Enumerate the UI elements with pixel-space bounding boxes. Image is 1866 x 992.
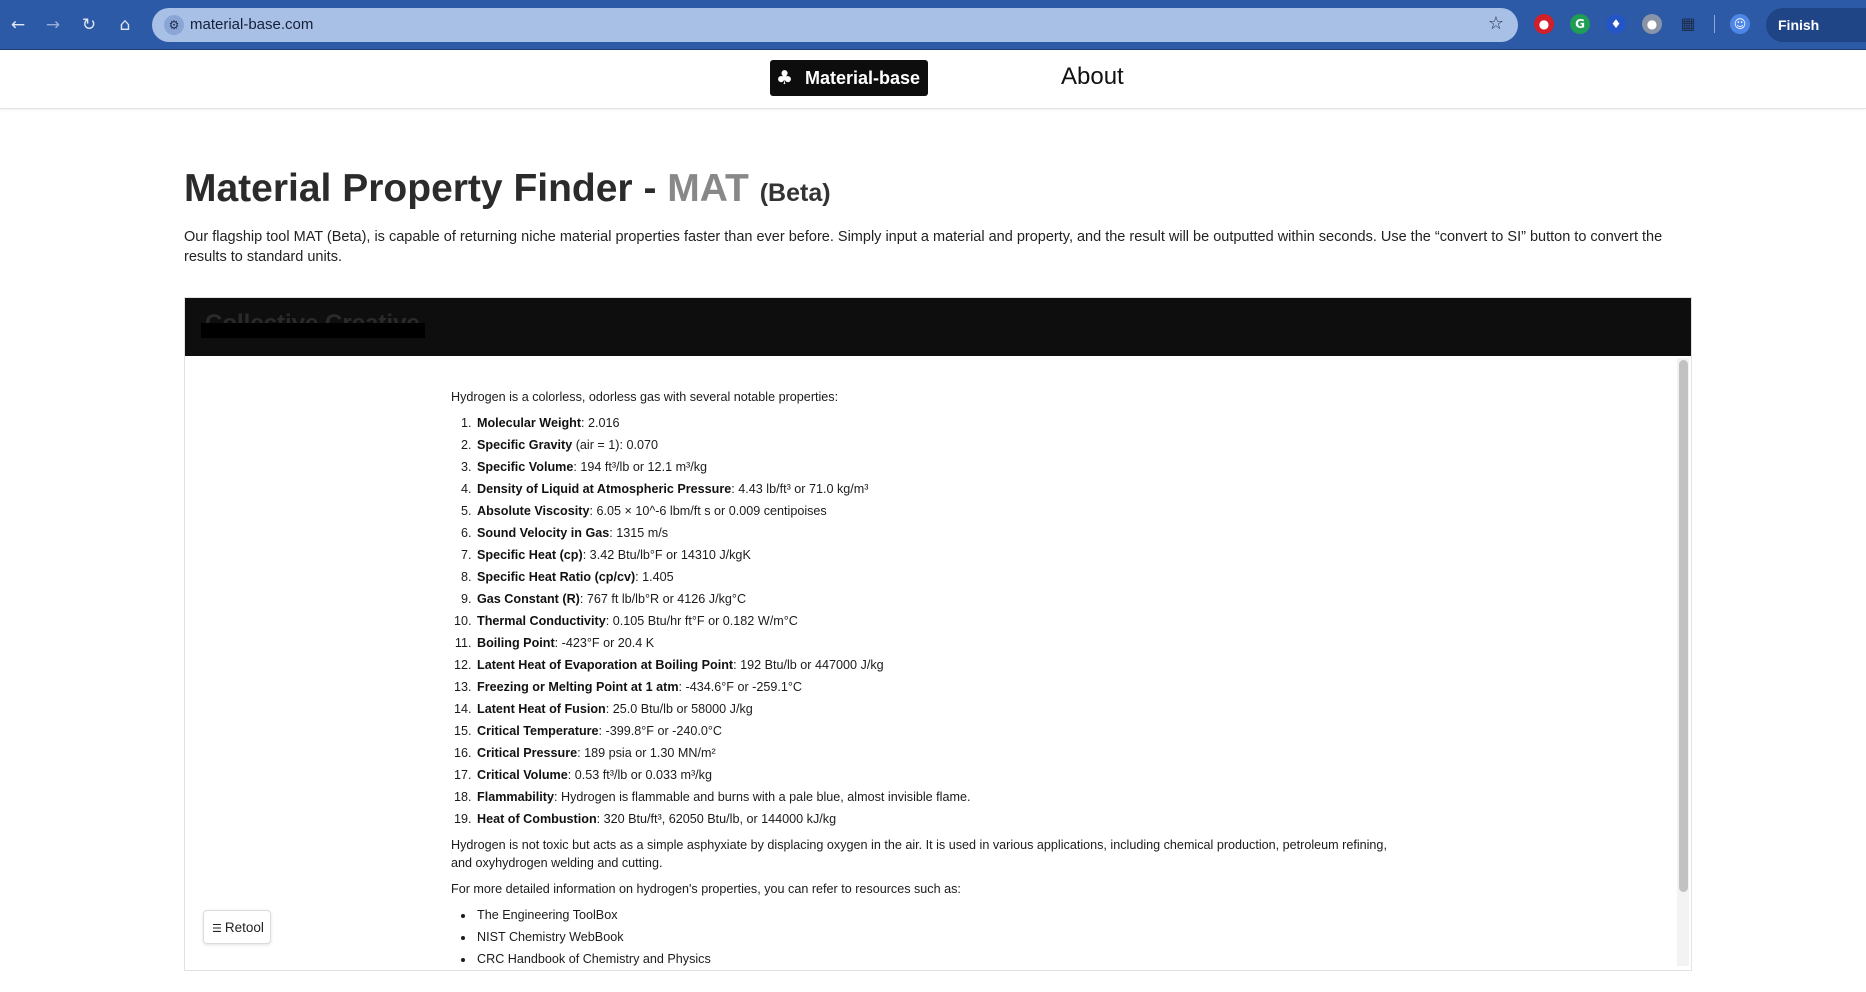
- property-value: : -434.6°F or -259.1°C: [678, 680, 803, 694]
- result-content: [451, 388, 1411, 970]
- extension-gray-icon[interactable]: ●: [1642, 14, 1662, 34]
- property-list: [451, 412, 1411, 830]
- property-item: [475, 500, 1411, 522]
- resource-item: • NIST Chemistry WebBook: [475, 926, 1411, 948]
- property-name: Specific Gravity: [477, 438, 573, 452]
- property-item: [475, 786, 1411, 808]
- property-value: : 192 Btu/lb or 447000 J/kg: [733, 658, 884, 672]
- bookmark-star-icon[interactable]: ☆: [1487, 13, 1504, 34]
- embedded-app-frame: [184, 297, 1692, 971]
- app-header-bar: [185, 298, 1691, 356]
- property-value: : Hydrogen is flammable and burns with a pale blue, almost invisible flame.: [553, 790, 971, 804]
- material-logo-icon: ♣: [776, 67, 794, 89]
- property-item: [475, 698, 1411, 720]
- property-name: Absolute Viscosity: [477, 504, 590, 518]
- toolbar-divider: [1714, 15, 1715, 33]
- property-value: : 767 ft lb/lb°R or 4126 J/kg°C: [579, 592, 747, 606]
- property-item: [475, 610, 1411, 632]
- property-item: [475, 808, 1411, 830]
- property-name: Thermal Conductivity: [477, 614, 606, 628]
- scrollbar-thumb[interactable]: [1679, 360, 1688, 892]
- extension-grammarly-icon[interactable]: G: [1570, 14, 1590, 34]
- property-item: [475, 522, 1411, 544]
- title-highlight: MAT: [667, 167, 749, 210]
- property-value: : 6.05 × 10^-6 lbm/ft s or 0.009 centipoises: [589, 504, 827, 518]
- browser-toolbar: [0, 0, 1866, 50]
- property-name: Specific Heat (cp): [477, 548, 583, 562]
- intro-paragraph: Our flagship tool MAT (Beta), is capable of returning niche material properties faster than ever before. Simply input a material and property, and the result will be outputted within seconds. Use the “convert to SI” button to convert the results to standard units.: [184, 229, 1663, 265]
- url-text[interactable]: material-base.com: [190, 16, 314, 33]
- property-name: Flammability: [477, 790, 554, 804]
- extensions-puzzle-icon[interactable]: ▦: [1680, 14, 1696, 33]
- retool-label: Retool: [224, 920, 264, 935]
- property-item: [475, 654, 1411, 676]
- property-item: [475, 544, 1411, 566]
- nav-about-link[interactable]: About: [1061, 63, 1124, 90]
- property-value: : 25.0 Btu/lb or 58000 J/kg: [605, 702, 753, 716]
- resource-item: • CRC Handbook of Chemistry and Physics: [475, 948, 1411, 970]
- logo-text: Material-base: [805, 68, 921, 88]
- forward-arrow-icon[interactable]: →: [45, 15, 61, 35]
- property-name: Latent Heat of Fusion: [477, 702, 606, 716]
- result-summary: Hydrogen is not toxic but acts as a simple asphyxiate by displacing oxygen in the air. It is used in various applications, including chemical production, petroleum refining, and oxyhydrogen welding and cutting.: [451, 838, 1387, 870]
- resource-list: [451, 904, 1411, 970]
- resources-intro: For more detailed information on hydrogen's properties, you can refer to resources such as:: [451, 882, 961, 896]
- redaction-block: [201, 323, 425, 338]
- property-name: Molecular Weight: [477, 416, 582, 430]
- property-name: Freezing or Melting Point at 1 atm: [477, 680, 679, 694]
- property-item: [475, 742, 1411, 764]
- property-value: : 2.016: [581, 416, 620, 430]
- property-name: Heat of Combustion: [477, 812, 597, 826]
- property-item: [475, 764, 1411, 786]
- property-value: : 320 Btu/ft³, 62050 Btu/lb, or 144000 kJ/kg: [596, 812, 837, 826]
- property-name: Specific Heat Ratio (cp/cv): [477, 570, 636, 584]
- property-item: [475, 478, 1411, 500]
- property-value: : 1315 m/s: [609, 526, 669, 540]
- finish-update-button[interactable]: Finish: [1766, 8, 1866, 42]
- property-name: Critical Volume: [477, 768, 568, 782]
- back-arrow-icon[interactable]: ←: [10, 15, 26, 35]
- extension-red-icon[interactable]: ●: [1534, 14, 1554, 34]
- retool-button[interactable]: [203, 910, 271, 944]
- property-item: [475, 588, 1411, 610]
- address-bar[interactable]: [152, 8, 1518, 42]
- property-value: : 1.405: [635, 570, 674, 584]
- property-name: Density of Liquid at Atmospheric Pressure: [477, 482, 732, 496]
- property-name: Sound Velocity in Gas: [477, 526, 610, 540]
- property-value: : -423°F or 20.4 K: [554, 636, 655, 650]
- property-value: : -399.8°F or -240.0°C: [598, 724, 723, 738]
- property-value: : 0.53 ft³/lb or 0.033 m³/kg: [567, 768, 712, 782]
- site-logo[interactable]: [770, 60, 928, 96]
- property-value: : 0.105 Btu/hr ft°F or 0.182 W/m°C: [605, 614, 798, 628]
- property-value: : 189 psia or 1.30 MN/m²: [577, 746, 716, 760]
- home-icon[interactable]: ⌂: [119, 15, 131, 35]
- property-value: (air = 1): 0.070: [572, 438, 658, 452]
- extension-blue-pin-icon[interactable]: ♦: [1606, 14, 1626, 34]
- property-name: Critical Pressure: [477, 746, 578, 760]
- property-item: [475, 632, 1411, 654]
- site-header: [0, 50, 1866, 109]
- property-item: [475, 720, 1411, 742]
- result-lead: Hydrogen is a colorless, odorless gas with several notable properties:: [451, 390, 839, 404]
- property-name: Critical Temperature: [477, 724, 599, 738]
- property-value: : 3.42 Btu/lb°F or 14310 J/kgK: [582, 548, 751, 562]
- property-item: [475, 676, 1411, 698]
- property-name: Latent Heat of Evaporation at Boiling Point: [477, 658, 734, 672]
- property-name: Gas Constant (R): [477, 592, 580, 606]
- property-value: : 194 ft³/lb or 12.1 m³/kg: [573, 460, 708, 474]
- title-beta-tag: (Beta): [759, 179, 831, 207]
- property-item: [475, 412, 1411, 434]
- property-value: : 4.43 lb/ft³ or 71.0 kg/m³: [731, 482, 869, 496]
- property-item: [475, 434, 1411, 456]
- property-item: [475, 456, 1411, 478]
- site-info-icon[interactable]: ⚙: [164, 15, 184, 35]
- property-item: [475, 566, 1411, 588]
- profile-icon[interactable]: ☺: [1730, 14, 1750, 34]
- resource-item: • The Engineering ToolBox: [475, 904, 1411, 926]
- reload-icon[interactable]: ↻: [81, 15, 97, 35]
- retool-logo-icon: ☰: [212, 922, 222, 935]
- property-name: Boiling Point: [477, 636, 555, 650]
- property-name: Specific Volume: [477, 460, 574, 474]
- title-prefix: Material Property Finder -: [184, 167, 668, 210]
- page-title: [184, 167, 831, 211]
